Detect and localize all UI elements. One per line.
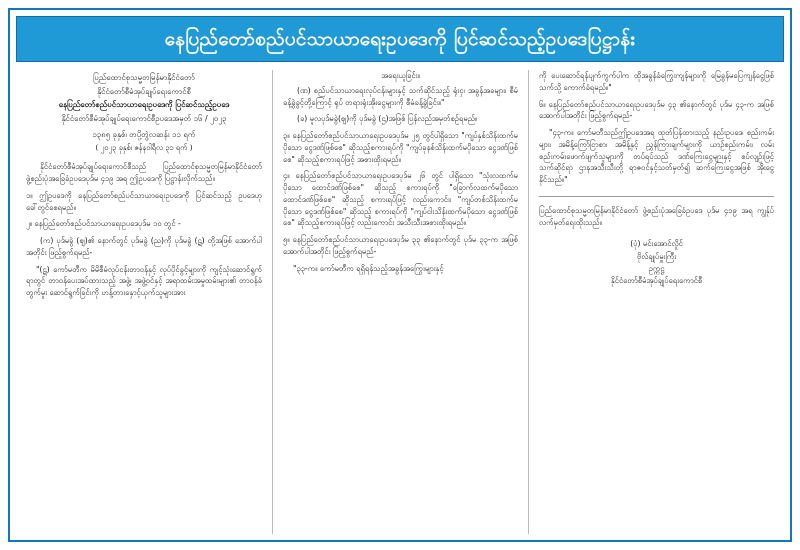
paragraph-m2: (ခ) မူလပုဒ်မခွဲ(ဈ)ကို ပုဒ်မခွဲ (ဌ)အဖြစ် ပြန်လည်အမှတ်စဉ်ရမည်။ [297, 114, 478, 124]
paragraph-r1: ၆။ နေပြည်တော်စည်ပင်သာယာရေးဥပဒေပုဒ်မ ၄၃ ၏နောက်တွင် ပုဒ်မ ၄၃-က အဖြစ် အောက်ပါအတိုင်း ဖြည့်စွက်ရမည်- [539, 99, 774, 121]
paragraph-section-1: ၁။ ဤဥပဒေကို နေပြည်တော်စည်ပင်သာယာရေးဥပဒေကို ပြင်ဆင်သည့် ဥပဒေဟု ခေါ်တွင်စေရမည်။ [26, 190, 262, 212]
column-left [16, 70, 272, 534]
law-heading-block [26, 72, 262, 153]
paragraph-r2: "၄၃-က။ ကော်မတီသည်ဤဥပဒေအရ ထုတ်ပြန်ထားသည့် နည်းဥပဒေ၊ စည်းကမ်းများ၊ အမိန့်ကြော်ငြာစာ၊ အမိန့်နှင့် ညွှန်ကြားချက်များကို ယာဉ်စည်းကမ်း၊ လမ်းစည်းကမ်းဖောက်ဖျက်သူများကို တပ်ရပ်သည် ဒဏ်ကြေးငွေများနှင့် စပ်လျဉ်းဖြင့် သက်ဆိုင်ရာ ဌာနအသီးသီးတို့ ရာဇဝင်နှင့်သတ်မှတ်၍ ဆက်ကြေးငွေအဖြစ် အိုးငွေနိုင်သည်။" [539, 128, 774, 185]
paragraph-m5: ၅။ နေပြည်တော်စည်ပင်သာယာရေးဥပဒေပုဒ်မ ၃၃ ၏နောက်တွင် ပုဒ်မ ၃၃-က အဖြစ် အောက်ပါအတိုင်း ဖြည့်စွက်ရမည်- [283, 235, 518, 256]
document-frame [8, 8, 792, 542]
section-divider [539, 196, 774, 197]
heading-line-3: နေပြည်တော်စည်ပင်သာယာရေးဥပဒေကို ပြင်ဆင်သည့်ဥပဒေ [58, 100, 230, 110]
document-columns [16, 62, 784, 534]
signature-title: ဥက္ကဋ္ဌ [648, 263, 665, 273]
heading-date-line: ၁၃၈၅ ခုနှစ်၊ တပို့တွဲလဆန်း ၁၁ ရက် [92, 129, 196, 139]
heading-gregorian-date: ( ၂၀၂၃ ခုနှစ်၊ ဇန်နဝါရီလ ၃၁ ရက် ) [95, 142, 193, 152]
signature-rank: ဗိုလ်ချုပ်မှူးကြီး [636, 251, 677, 261]
paragraph-section-2a: (က) ပုဒ်မခွဲ (ဈ)၏ နောက်တွင် ပုဒ်မခွဲ (ည)ကို ပုဒ်မခွဲ (ဋ) တို့အဖြစ် အောက်ပါအတိုင်း ဖြည့်စွက်ရမည်- [26, 236, 262, 257]
heading-line-1: ပြည်ထောင်စုသမ္မတမြန်မာနိုင်ငံတော် [93, 73, 195, 82]
paragraph-m1: (ဏ) စည်ပင်သာယာရေးလုပ်ငန်းများနှင့် သက်ဆိုင်သည့် ရုံးငှ၊ အခွန်အခများ၊ စီမံခန့်ခွဲခွင့်တို့ကြောင့် ရုပ် တရားရုံးအိုးငွေများကို စီမံခန့်ခွဲခြင်း။" [283, 85, 518, 107]
signature-block [539, 238, 774, 287]
paragraph-m4: ၄။ နေပြည်တော်စည်ပင်သာယာရေးဥပဒေပုဒ်မ ၂၆ တွင် ပါရှိသော "သုံးလထက်မပိုသော ထောင်ဒဏ်ဖြစ်စေ" ဆိုသည့် စကားရပ်ကို "ခြောက်လထက်မပိုသော ထောင်ဒဏ်ဖြစ်စေ" ဆိုသည့် စကားရပ်ဖြင့် လည်းကောင်း၊ "ကျပ်တစ်သိန်းထက်မပိုသော ငွေဒဏ်ဖြစ်စေ" ဆိုသည့် စကားရပ်ကို "ကျပ်ငါးသိန်းထက်မပိုသော ငွေဒဏ်ဖြစ်စေ" ဆိုသည့်စကားရပ်ဖြင့် လည်းကောင်း အသီးသီးအစားထိုးရမည်။ [283, 171, 518, 228]
column-right [528, 70, 784, 534]
paragraph-m3: ၃။ နေပြည်တော်စည်ပင်သာယာရေးဥပဒေပုဒ်မ ၂၅ တွင်ပါရှိသော "ကျပ်နှစ်သိန်းထက်မပိုသော ငွေဒဏ်ဖြစ်စေ" ဆိုသည့်စကားရပ်ကို "ကျပ်ခုနစ်သိန်းထက်မပိုသော ငွေဒဏ်ဖြစ်စေ" ဆိုသည့်စကားရပ်ဖြင့် အစားထိုးရမည်။ [283, 131, 518, 164]
document-banner [16, 16, 784, 62]
signature-name: (ပုံ) မင်းအောင်လှိုင် [630, 239, 683, 249]
column-middle [272, 70, 528, 534]
paragraph-section-2: ၂။ နေပြည်တော်စည်ပင်သာယာရေးဥပဒေပုဒ်မ ၁၀ တွင် - [26, 219, 181, 229]
paragraph-m0: အရေးယူခြင်း။ [381, 71, 420, 80]
paragraph-r3: ပြည်ထောင်စုသမ္မတမြန်မာနိုင်ငံတော် ဖွဲ့စည်းပုံအခြေခံဥပဒေ ပုဒ်မ ၄၁၉ အရ ကျွန်ုပ်လက်မှတ်ရေးထိုးသည်။ [539, 205, 774, 227]
banner-title: နေပြည်တော်စည်ပင်သာယာရေးဥပဒေကို ပြင်ဆင်သည့်ဥပဒေပြဋ္ဌာန်း [164, 27, 636, 50]
signature-council: နိုင်ငံတော်စီမံအုပ်ချုပ်ရေးကောင်စီ [610, 275, 703, 285]
heading-line-4: နိုင်ငံတော်စီမံအုပ်ချုပ်ရေးကောင်စီဥပဒေအမှတ် ၁၆ / ၂၀၂၃ [61, 114, 227, 124]
heading-line-2: နိုင်ငံတော်စီမံအုပ်ချုပ်ရေးကောင်စီ [97, 86, 191, 96]
quote-item-1: "(ဋ) ကော်မတီက မိမိစီမံလုပ်ငန်းတာဝန်နှင့် လုပ်ပိုင်ခွင့်များကို ကျင့်သုံးဆောင်ရွက်ရာတွင် တာဝန်ပေးအပ်ထားသည့် အဖွဲ့၊ အဖွဲ့ဝင်နှင့် အရာထမ်းအမှုထမ်းများ၏ တာဝန်ခံတွက်မှုး ဆောင်ရွက်ခြင်းကို ဟန့်တားနှောင့်ယှက်သူများအား [26, 264, 262, 298]
paragraph-r0: ကို ပေးဆောင်ရန်ပျက်ကွက်ပါက ထိုအခွန်ခံကြွေးကျန်များကို မြေခွန်မပြေကျန်ငွေဖြစ်သက်သို့ ကောက်ခံရမည်။" [539, 71, 774, 92]
paragraph-preamble: နိုင်ငံတော်စီမံအုပ်ချုပ်ရေးကောင်စီသည် ပြည်ထောင်စုသမ္မတမြန်မာနိုင်ငံတော် ဖွဲ့စည်းပုံအခြေခံဥပဒေပုဒ်မ ၄၁၉ အရ ဤဥပဒေကို ပြဋ္ဌာန်းလိုက်သည်။ [26, 162, 262, 184]
paragraph-m6: "၃၃-က။ ကော်မတီက ရရှိရန်သည့်အခွန်အကြွေးများနှင့် [293, 263, 444, 273]
